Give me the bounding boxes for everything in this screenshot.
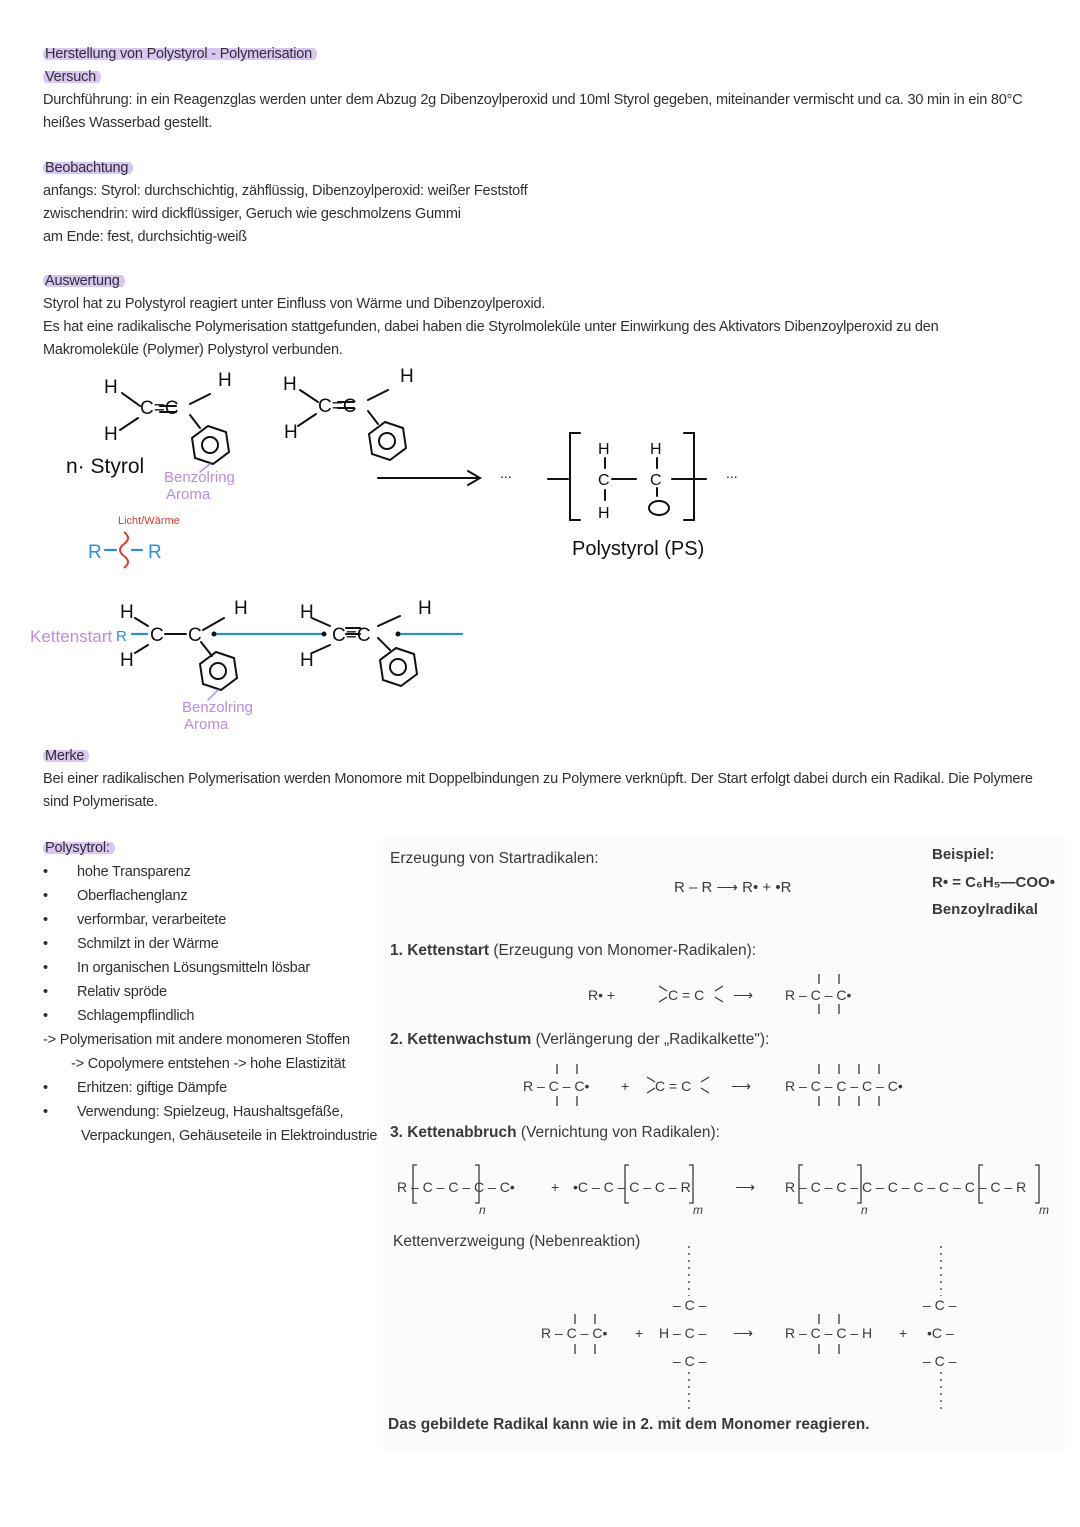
- kettenstart-label: Kettenstart: [30, 627, 113, 646]
- radical-label: R: [88, 542, 102, 563]
- svg-text:– C –: – C –: [673, 1353, 707, 1369]
- auswertung-block: [43, 270, 1023, 362]
- step3-heading: 3. Kettenabbruch (Vernichtung von Radikalen):: [390, 1124, 720, 1141]
- subscript-n: n: [479, 1203, 486, 1217]
- svg-text:R – C – C•: R – C – C•: [541, 1325, 608, 1341]
- list-item: • hohe Transparenz: [43, 860, 378, 884]
- svg-text:•C – C – C – C – R: •C – C – C – C – R: [573, 1179, 691, 1195]
- polystyrol-label: Polystyrol (PS): [572, 538, 705, 560]
- bond-label: C=C: [332, 625, 371, 646]
- list-item: • Verwendung: Spielzeug, Haushaltsgefäße,: [43, 1100, 378, 1124]
- atom-label: H: [300, 650, 314, 671]
- page-title: Herstellung von Polystyrol - Polymerisation: [43, 46, 317, 62]
- svg-text:+: +: [899, 1325, 908, 1341]
- dots: ...: [726, 465, 738, 481]
- atom-label: C: [150, 625, 164, 646]
- svg-text:R – C – C•: R – C – C•: [785, 987, 852, 1003]
- svg-text:⟶: ⟶: [731, 1078, 752, 1094]
- merke-text: Bei einer radikalischen Polymerisation werden Monomore mit Doppelbindungen zu Polymere verknüpft. Der Start erfolgt dabei durch ein Radikal. Die Polymere sind Polymerisate.: [43, 771, 1033, 810]
- beobachtung-block: [43, 157, 1053, 249]
- bond-label: C=C: [318, 396, 357, 417]
- merke-heading: Merke: [43, 748, 89, 764]
- erzeugung-heading: Erzeugung von Startradikalen:: [390, 850, 599, 867]
- atom-label: H: [400, 366, 414, 387]
- verzweigung-heading: Kettenverzweigung (Nebenreaktion): [393, 1233, 641, 1250]
- benzolring-label: Benzolring: [182, 699, 253, 716]
- auswertung-line: Styrol hat zu Polystyrol reagiert unter Einfluss von Wärme und Dibenzoylperoxid.: [43, 296, 546, 312]
- textbook-footer: Das gebildete Radikal kann wie in 2. mit dem Monomer reagieren.: [388, 1416, 870, 1433]
- svg-text:+: +: [621, 1078, 630, 1094]
- svg-text:R – C – C – C – C – C – C – C: R – C – C – C – C – C – C – C – C – R: [785, 1179, 1027, 1195]
- property-list: [43, 860, 378, 1028]
- atom-label: H: [598, 441, 610, 458]
- polystyrol-block: [43, 836, 378, 1148]
- list-item: • Oberflachenglanz: [43, 884, 378, 908]
- subscript-n: n: [861, 1203, 868, 1217]
- bond-label: C=C: [140, 398, 179, 419]
- beobachtung-line: zwischendrin: wird dickflüssiger, Geruch wie geschmolzens Gummi: [43, 206, 461, 222]
- dots: ...: [500, 465, 512, 481]
- svg-text:R – C – C•: R – C – C•: [523, 1078, 590, 1094]
- list-item: • Schlagempflindlich: [43, 1004, 378, 1028]
- radical-label: R: [148, 542, 162, 563]
- atom-label: H: [104, 377, 118, 398]
- list-item: • Relativ spröde: [43, 980, 378, 1004]
- svg-text:R – C – C – C – C•: R – C – C – C – C•: [785, 1078, 903, 1094]
- svg-text:R• +: R• +: [588, 987, 616, 1003]
- atom-label: H: [120, 650, 134, 671]
- svg-text:– C –: – C –: [673, 1297, 707, 1313]
- aroma-label: Aroma: [184, 716, 229, 733]
- atom-label: H: [234, 598, 248, 619]
- auswertung-line: Es hat eine radikalische Polymerisation stattgefunden, dabei haben die Styrolmoleküle unter Einwirkung des Aktivators Dibenzoylperoxid zu den Makromoleküle (Polymer) Polystyrol verbunden.: [43, 319, 939, 358]
- atom-label: H: [650, 441, 662, 458]
- atom-label: H: [120, 602, 134, 623]
- aroma-label: Aroma: [166, 486, 211, 503]
- step2-heading: 2. Kettenwachstum (Verlängerung der „Radikalkette"):: [390, 1031, 770, 1048]
- radical-label: R: [116, 628, 127, 645]
- svg-text:+: +: [635, 1325, 644, 1341]
- beobachtung-line: anfangs: Styrol: durchschichtig, zähflüssig, Dibenzoylperoxid: weißer Feststoff: [43, 183, 528, 199]
- atom-label: C: [650, 472, 662, 489]
- atom-label: H: [284, 422, 298, 443]
- svg-text:⟶: ⟶: [733, 1325, 754, 1341]
- list-item: • Erhitzen: giftige Dämpfe: [43, 1076, 378, 1100]
- svg-text:+: +: [551, 1179, 560, 1195]
- svg-text:R – C – C – C – C•: R – C – C – C – C•: [397, 1179, 515, 1195]
- list-item: • verformbar, verarbeitete: [43, 908, 378, 932]
- polystyrol-heading: Polysytrol:: [43, 840, 115, 856]
- atom-label: H: [418, 598, 432, 619]
- beispiel-formula: R• = C₆H₅—COO•: [932, 874, 1055, 891]
- auswertung-heading: Auswertung: [43, 273, 125, 289]
- subscript-m: m: [1039, 1203, 1049, 1217]
- svg-text:– C –: – C –: [923, 1353, 957, 1369]
- svg-text:•C –: •C –: [927, 1325, 954, 1341]
- subscript-m: m: [693, 1203, 703, 1217]
- equation-initiation: R – R ⟶ R• + •R: [674, 879, 792, 896]
- step1-heading: 1. Kettenstart (Erzeugung von Monomer-Radikalen):: [390, 942, 757, 959]
- merke-block: [43, 745, 1043, 814]
- copolymer-note: -> Polymerisation mit andere monomeren Stoffen: [43, 1032, 350, 1048]
- list-item-continuation: Verpackungen, Gehäuseteile in Elektroindustrie: [81, 1128, 378, 1144]
- atom-label: H: [598, 505, 610, 522]
- beispiel-label: Beispiel:: [932, 846, 995, 863]
- atom-label: C: [188, 625, 202, 646]
- atom-label: H: [300, 602, 314, 623]
- svg-text:⟶: ⟶: [735, 1179, 756, 1195]
- licht-waerme-label: Licht/Wärme: [118, 515, 180, 527]
- textbook-formulas: [383, 960, 1063, 1420]
- svg-text:R – C – C – H: R – C – C – H: [785, 1325, 873, 1341]
- beobachtung-line: am Ende: fest, durchsichtig-weiß: [43, 229, 247, 245]
- atom-label: H: [283, 374, 297, 395]
- title-block: [43, 43, 1053, 135]
- durchfuehrung-text: Durchführung: in ein Reagenzglas werden unter dem Abzug 2g Dibenzoylperoxid und 10ml Styrol gegeben, miteinander vermischt und ca. 30 min in ein 80°C heißes Wasserbad gestellt.: [43, 92, 1023, 131]
- list-item: • In organischen Lösungsmitteln lösbar: [43, 956, 378, 980]
- reaction-sketch: [0, 360, 760, 740]
- beobachtung-heading: Beobachtung: [43, 160, 133, 176]
- n-styrol-label: n· Styrol: [66, 455, 145, 478]
- benzoylradikal-label: Benzoylradikal: [932, 901, 1038, 918]
- copolymer-note: -> Copolymere entstehen -> hohe Elastizität: [71, 1056, 346, 1072]
- property-list: [43, 1076, 378, 1124]
- list-item: • Schmilzt in der Wärme: [43, 932, 378, 956]
- atom-label: H: [104, 424, 118, 445]
- benzolring-label: Benzolring: [164, 469, 235, 486]
- svg-text:C = C: C = C: [655, 1078, 692, 1094]
- svg-text:C = C: C = C: [668, 987, 705, 1003]
- svg-text:⟶: ⟶: [733, 987, 754, 1003]
- svg-text:H – C –: H – C –: [659, 1325, 707, 1341]
- atom-label: H: [218, 370, 232, 391]
- atom-label: C: [598, 472, 610, 489]
- svg-text:– C –: – C –: [923, 1297, 957, 1313]
- versuch-heading: Versuch: [43, 69, 101, 85]
